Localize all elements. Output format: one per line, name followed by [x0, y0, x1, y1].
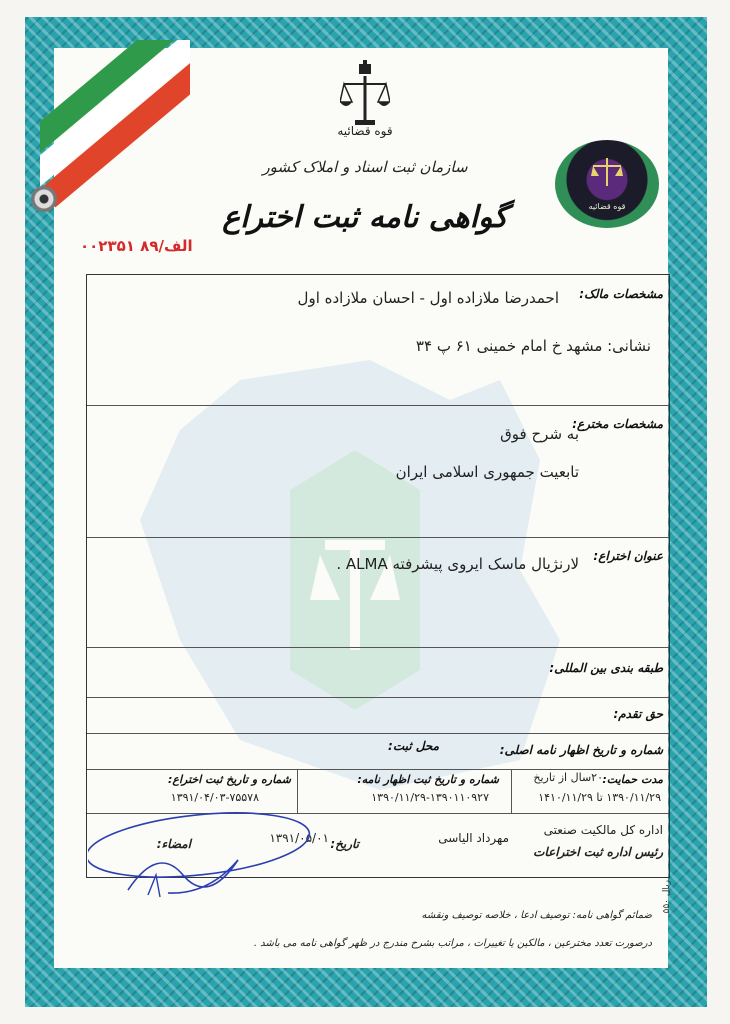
grommet-icon [31, 186, 57, 212]
hologram-emblem-icon [591, 156, 623, 190]
priority-section [87, 697, 669, 734]
inventor-section [87, 405, 669, 538]
invention-label: عنوان اختراع: [593, 549, 663, 563]
registration-label: شماره و تاریخ ثبت اختراع: [168, 773, 291, 786]
invention-title: لارنژیال ماسک ایروی پیشرفته ALMA . [336, 555, 579, 573]
hologram-text: قوه قضائیه [588, 202, 626, 211]
protection-period: ۲۰سال از تاریخ [533, 771, 603, 784]
declaration-value: ۱۳۹۰/۱۱/۲۹-۱۳۹۰۱۱۰۹۲۷ [371, 791, 489, 804]
details-table [86, 274, 670, 878]
signature-label: امضاء: [156, 837, 191, 851]
owner-label: مشخصات مالک: [579, 287, 663, 301]
owner-address: نشانی: مشهد خ امام خمینی ۶۱ پ ۳۴ [415, 337, 651, 355]
protection-label: مدت حمایت: [602, 773, 663, 786]
organization-name: سازمان ثبت اسناد و املاک کشور [262, 158, 468, 176]
scales-of-justice-icon [340, 60, 390, 130]
date-label: تاریخ: [330, 837, 359, 851]
owner-section [87, 275, 669, 406]
priority-label: حق تقدم: [613, 707, 663, 721]
signature-ink [88, 805, 328, 900]
registration-value: ۱۳۹۱/۰۴/۰۳-۷۵۵۷۸ [170, 791, 259, 804]
office-name: اداره کل مالکیت صنعتی [543, 823, 663, 837]
office-head-role: رئیس اداره ثبت اختراعات [533, 845, 663, 859]
inventor-label: مشخصات مخترع: [572, 417, 663, 431]
iran-flag-ribbon [40, 40, 190, 210]
footnote-multiple-inventors: درصورت تعدد مخترعین ، مالکین یا تغییرات ، مراتب بشرح مندرج در ظهر گواهی نامه می باشد . [253, 938, 652, 949]
inventor-nationality: تابعیت جمهوری اسلامی ایران [395, 463, 579, 481]
owner-name: احمدرضا ملازاده اول - احسان ملازاده اول [297, 289, 559, 307]
side-fee-code: ۵۵۰ ریال [662, 880, 672, 914]
original-declaration-section [87, 733, 669, 770]
judiciary-label: قوه قضائیه [337, 124, 393, 138]
protection-dates: ۱۳۹۰/۱۱/۲۹ تا ۱۴۱۰/۱۱/۲۹ [538, 791, 661, 804]
declaration-label: شماره و تاریخ ثبت اظهار نامه: [357, 773, 499, 786]
certificate-title: گواهی نامه ثبت اختراع [222, 200, 508, 235]
place-of-registration-label: محل ثبت: [388, 739, 439, 753]
serial-number: الف/۸۹ ۰۰۲۳۵۱ [80, 237, 193, 255]
invention-section [87, 537, 669, 648]
signature-date: ۱۳۹۱/۰۵/۰۱ [269, 831, 329, 845]
classification-section [87, 647, 669, 698]
signatory-name: مهرداد الیاسی [438, 831, 509, 845]
footnote-attachments: ضمائم گواهی نامه: توصیف ادعا ، خلاصه توصیف ونقشه [421, 910, 652, 921]
hologram-seal [555, 140, 659, 228]
inventor-line1: به شرح فوق [500, 425, 579, 443]
original-declaration-label: شماره و تاریخ اظهار نامه اصلی: [499, 743, 663, 757]
classification-label: طبقه بندی بین المللی: [549, 661, 663, 675]
